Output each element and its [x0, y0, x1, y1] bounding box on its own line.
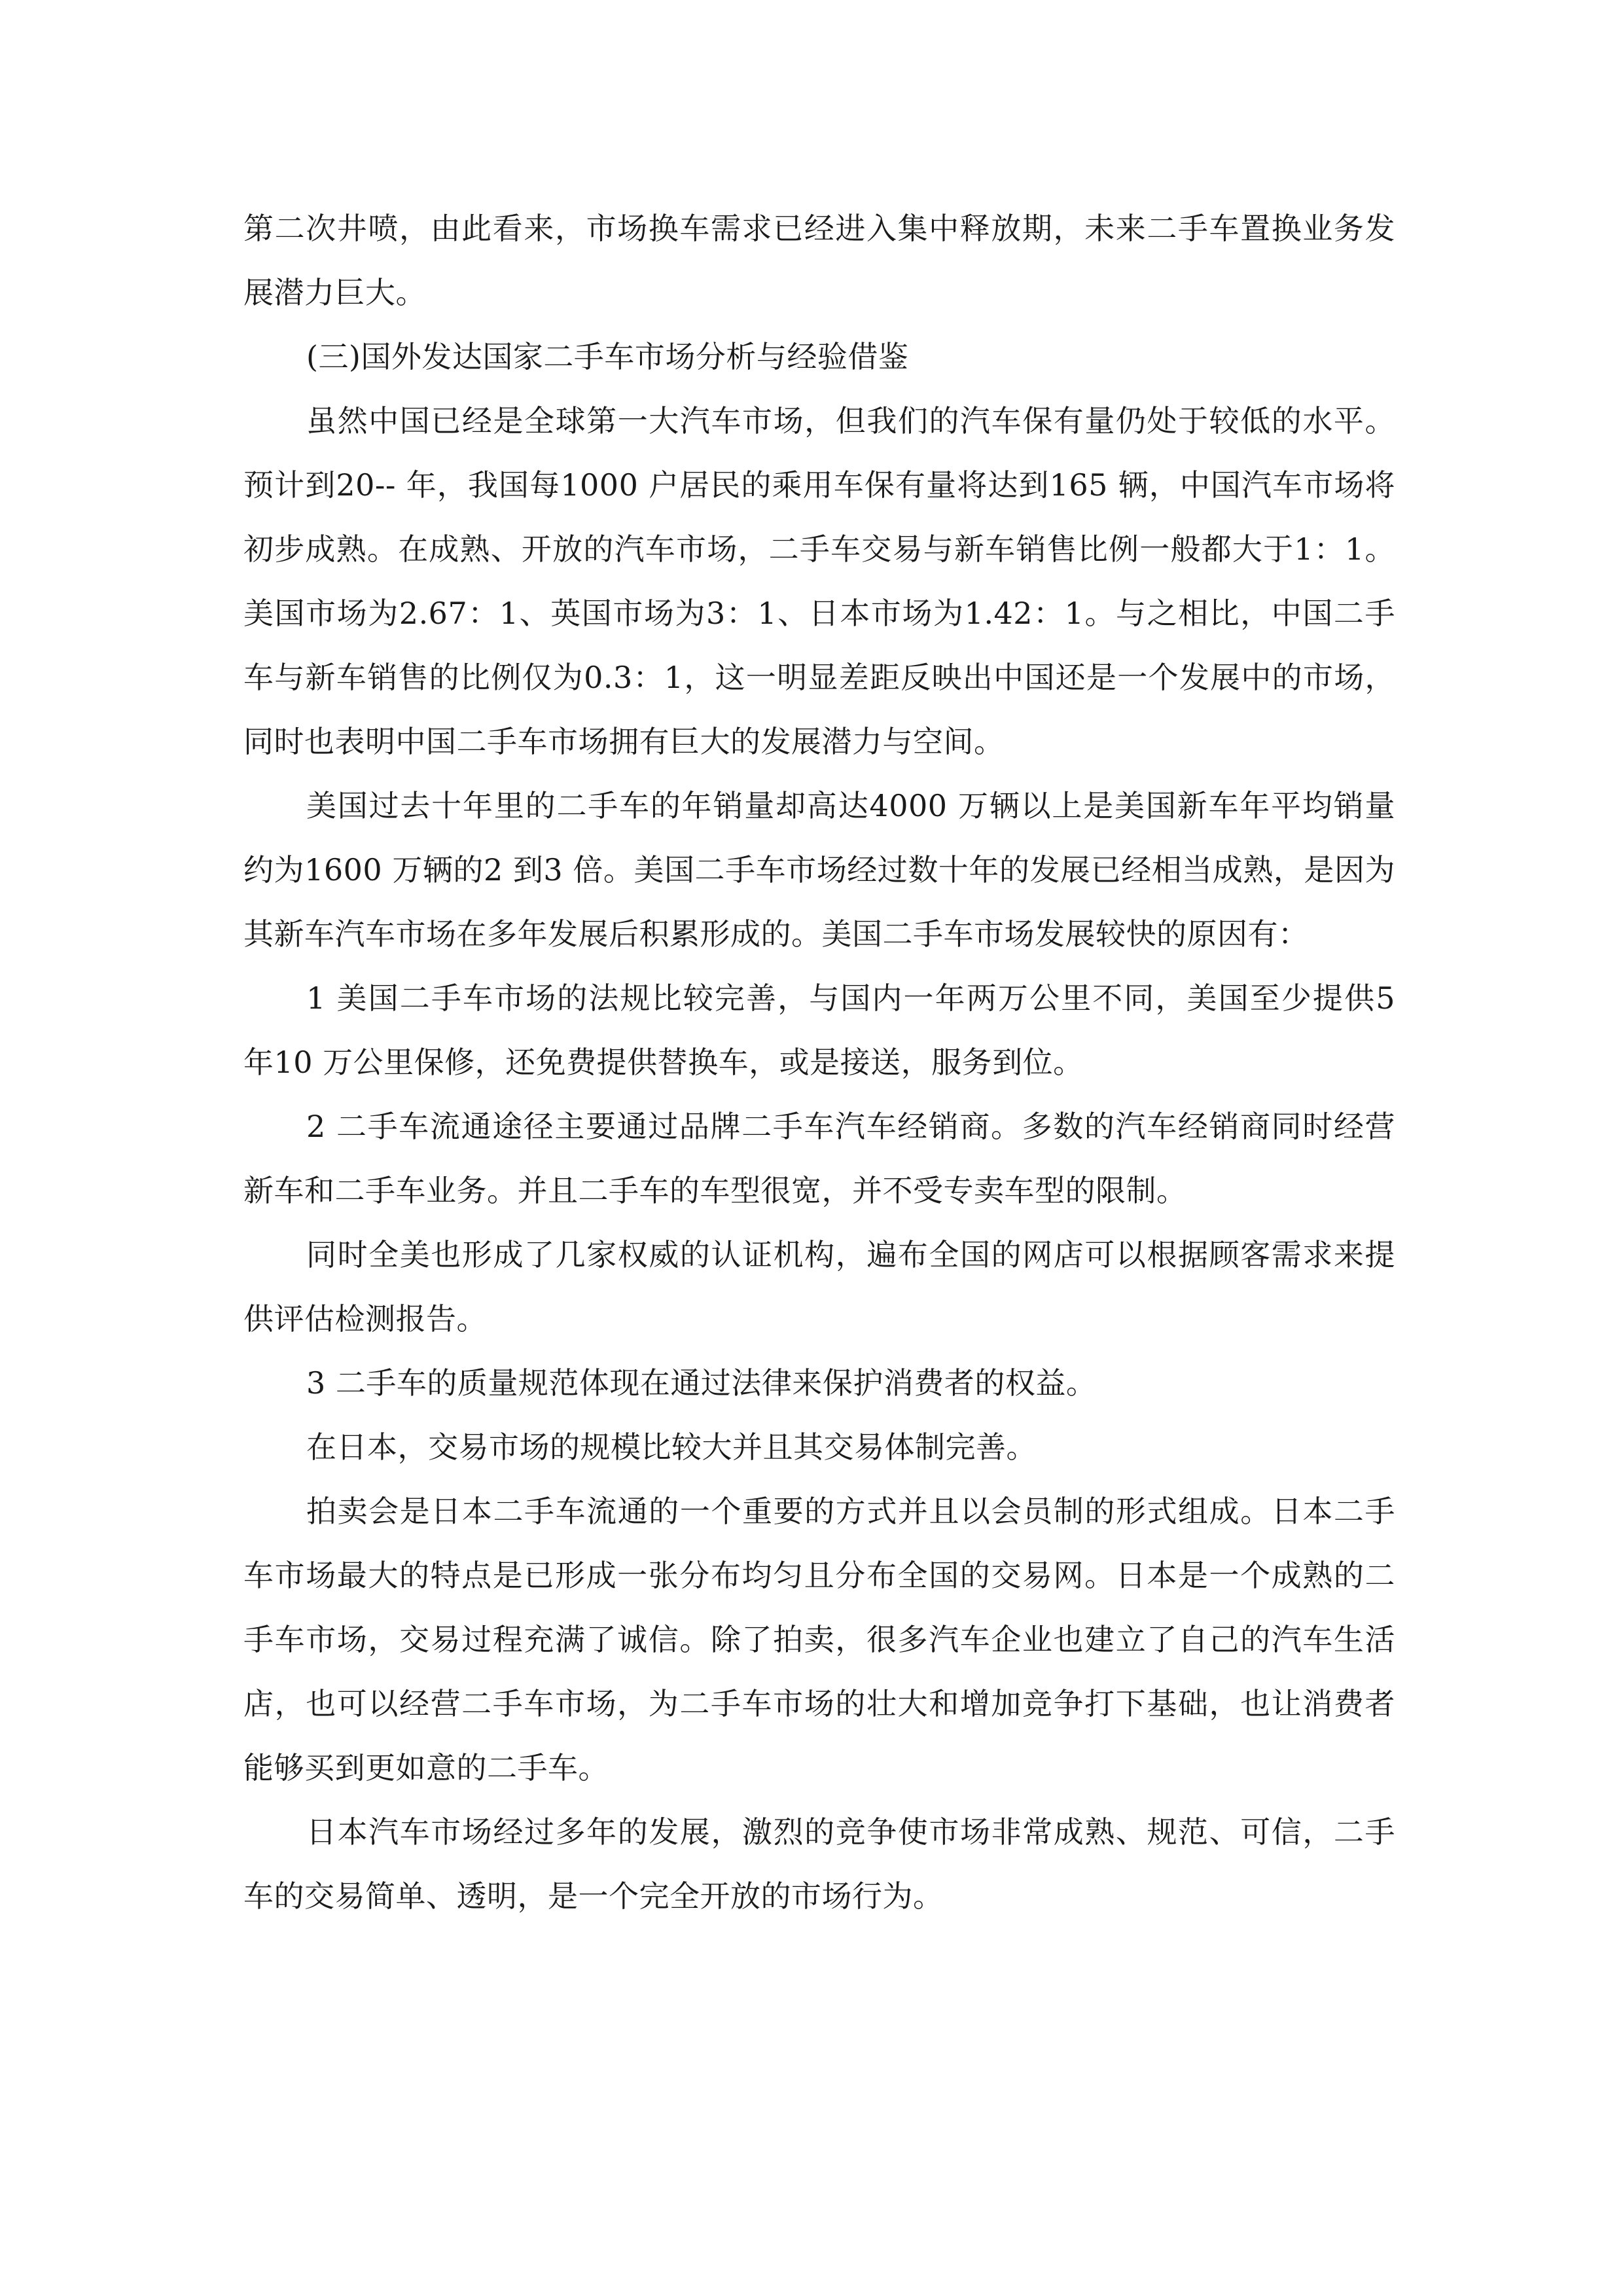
list-item-1: 1 美国二手车市场的法规比较完善，与国内一年两万公里不同，美国至少提供5 年10 万公里保修，还免费提供替换车，或是接送，服务到位。	[243, 980, 1395, 1080]
paragraph-japan-intro: 在日本，交易市场的规模比较大并且其交易体制完善。	[306, 1429, 1037, 1465]
document-body	[243, 196, 1395, 1928]
section-heading: (三)国外发达国家二手车市场分析与经验借鉴	[306, 339, 909, 374]
paragraph-certification: 同时全美也形成了几家权威的认证机构，遍布全国的网店可以根据顾客需求来提供评估检测报告。	[243, 1237, 1395, 1336]
paragraph-japan-summary: 日本汽车市场经过多年的发展，激烈的竞争使市场非常成熟、规范、可信，二手车的交易简单、透明，是一个完全开放的市场行为。	[243, 1814, 1395, 1914]
list-item-3: 3 二手车的质量规范体现在通过法律来保护消费者的权益。	[306, 1365, 1097, 1401]
paragraph-continuation: 第二次井喷，由此看来，市场换车需求已经进入集中释放期，未来二手车置换业务发展潜力巨大。	[243, 211, 1395, 310]
paragraph-japan-auction: 拍卖会是日本二手车流通的一个重要的方式并且以会员制的形式组成。日本二手车市场最大的特点是已形成一张分布均匀且分布全国的交易网。日本是一个成熟的二手车市场，交易过程充满了诚信。除了拍卖，很多汽车企业也建立了自己的汽车生活店，也可以经营二手车市场，为二手车市场的壮大和增加竞争打下基础，也让消费者能够买到更如意的二手车。	[243, 1494, 1395, 1785]
paragraph-us-market: 美国过去十年里的二手车的年销量却高达4000 万辆以上是美国新车年平均销量约为1600 万辆的2 到3 倍。美国二手车市场经过数十年的发展已经相当成熟，是因为其新车汽车市场在多年发展后积累形成的。美国二手车市场发展较快的原因有：	[243, 788, 1395, 952]
paragraph-china-market: 虽然中国已经是全球第一大汽车市场，但我们的汽车保有量仍处于较低的水平。预计到20-- 年，我国每1000 户居民的乘用车保有量将达到165 辆，中国汽车市场将初步成熟。在成熟、开放的汽车市场，二手车交易与新车销售比例一般都大于1：1。美国市场为2.67：1、英国市场为3：1、日本市场为1.42：1。与之相比，中国二手车与新车销售的比例仅为0.3：1，这一明显差距反映出中国还是一个发展中的市场，同时也表明中国二手车市场拥有巨大的发展潜力与空间。	[243, 403, 1395, 759]
list-item-2: 2 二手车流通途径主要通过品牌二手车汽车经销商。多数的汽车经销商同时经营新车和二手车业务。并且二手车的车型很宽，并不受专卖车型的限制。	[243, 1109, 1395, 1208]
